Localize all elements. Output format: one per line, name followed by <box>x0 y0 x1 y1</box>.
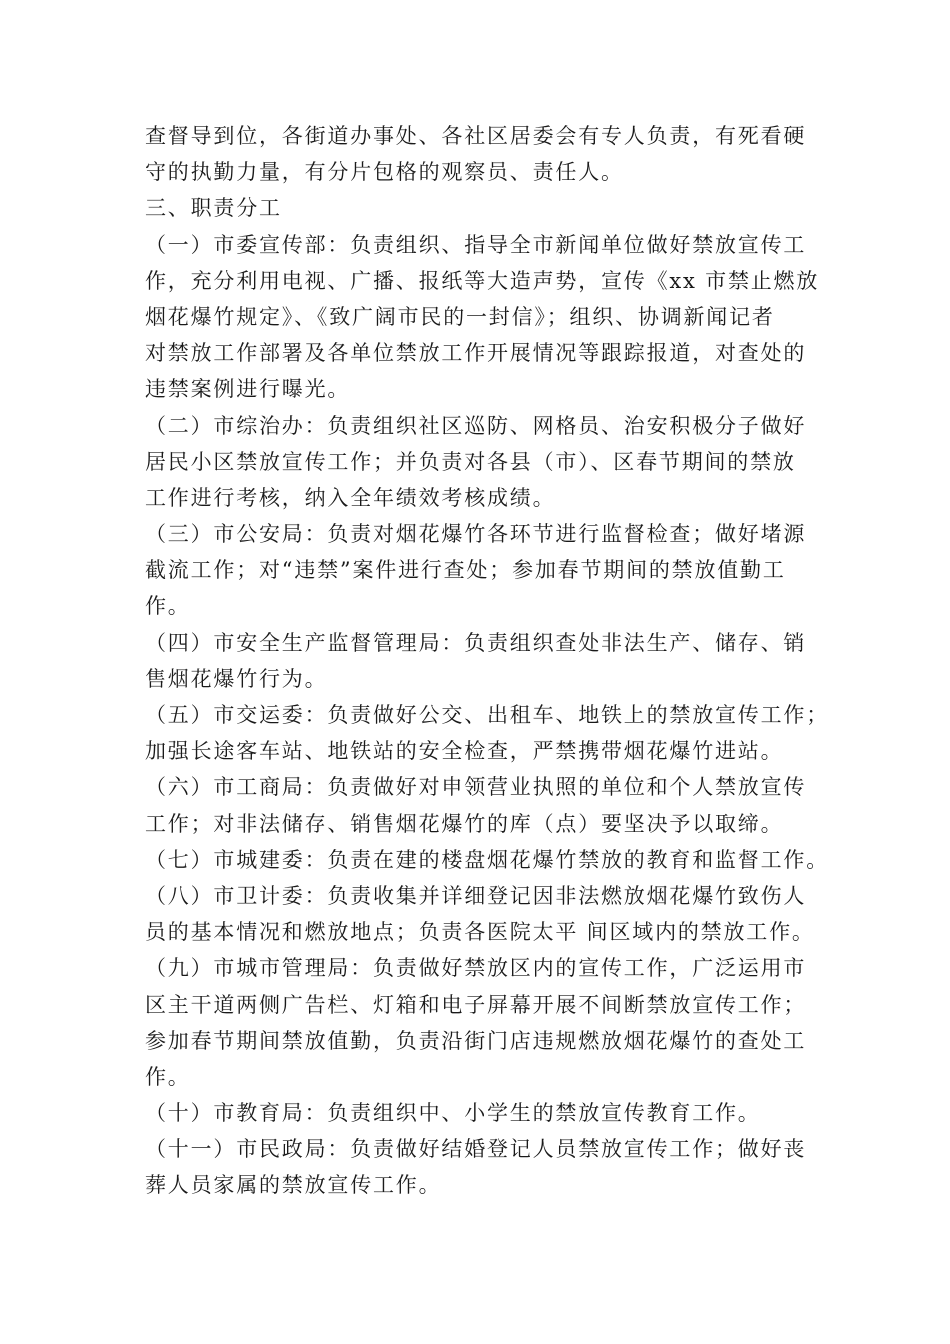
text-line: 加强长途客车站、地铁站的安全检查，严禁携带烟花爆竹进站。 <box>145 739 784 764</box>
text-line: （六）市工商局：负责做好对申领营业执照的单位和个人禁放宣传 <box>145 775 807 800</box>
text-line: （五）市交运委：负责做好公交、出租车、地铁上的禁放宣传工作； <box>145 703 829 727</box>
text-line: 工作；对非法储存、销售烟花爆竹的库（点）要坚决予以取缔。 <box>145 811 784 836</box>
text-line: （二）市综治办：负责组织社区巡防、网格员、治安积极分子做好 <box>145 413 807 438</box>
text-line: （三）市公安局：负责对烟花爆竹各环节进行监督检查；做好堵源 <box>145 522 807 547</box>
text-line: （一）市委宣传部：负责组织、指导全市新闻单位做好禁放宣传工 <box>145 232 807 257</box>
text-line: 居民小区禁放宣传工作；并负责对各县（市）、区春节期间的禁放 <box>145 449 796 474</box>
text-line: 作，充分利用电视、广播、报纸等大造声势，宣传《xx 市禁止燃放 <box>145 268 820 293</box>
text-line: 参加春节期间禁放值勤，负责沿街门店违规燃放烟花爆竹的查处工 <box>145 1028 807 1053</box>
text-line: 工作进行考核，纳入全年绩效考核成绩。 <box>145 485 556 510</box>
text-line: 区主干道两侧广告栏、灯箱和电子屏幕开展不间断禁放宣传工作； <box>145 992 807 1017</box>
text-line: 售烟花爆竹行为。 <box>145 666 328 691</box>
text-line: （十）市教育局：负责组织中、小学生的禁放宣传教育工作。 <box>145 1101 761 1126</box>
text-line: （十一）市民政局：负责做好结婚登记人员禁放宣传工作；做好丧 <box>145 1137 807 1162</box>
text-line: （九）市城市管理局：负责做好禁放区内的宣传工作，广泛运用市 <box>145 956 807 981</box>
text-line: 守的执勤力量，有分片包格的观察员、责任人。 <box>145 160 624 185</box>
text-line: 截流工作；对“违禁”案件进行查处；参加春节期间的禁放值勤工 <box>145 558 786 583</box>
text-line: （七）市城建委：负责在建的楼盘烟花爆竹禁放的教育和监督工作。 <box>145 847 829 872</box>
document-body <box>145 118 829 1204</box>
text-line: 员的基本情况和燃放地点；负责各医院太平 间区域内的禁放工作。 <box>145 920 815 945</box>
text-line: 烟花爆竹规定》、《致广阔市民的一封信》；组织、协调新闻记者 <box>145 304 775 329</box>
text-line: 查督导到位，各街道办事处、各社区居委会有专人负责，有死看硬 <box>145 124 807 148</box>
text-line: 对禁放工作部署及各单位禁放工作开展情况等跟踪报道，对查处的 <box>145 341 807 366</box>
text-line: 葬人员家属的禁放宣传工作。 <box>145 1173 442 1198</box>
section-heading: 三、职责分工 <box>145 196 282 221</box>
text-line: （八）市卫计委：负责收集并详细登记因非法燃放烟花爆竹致伤人 <box>145 883 807 908</box>
text-line: 违禁案例进行曝光。 <box>145 377 351 402</box>
text-line: 作。 <box>145 1064 191 1089</box>
text-line: （四）市安全生产监督管理局：负责组织查处非法生产、储存、销 <box>145 630 807 655</box>
text-line: 作。 <box>145 594 191 619</box>
